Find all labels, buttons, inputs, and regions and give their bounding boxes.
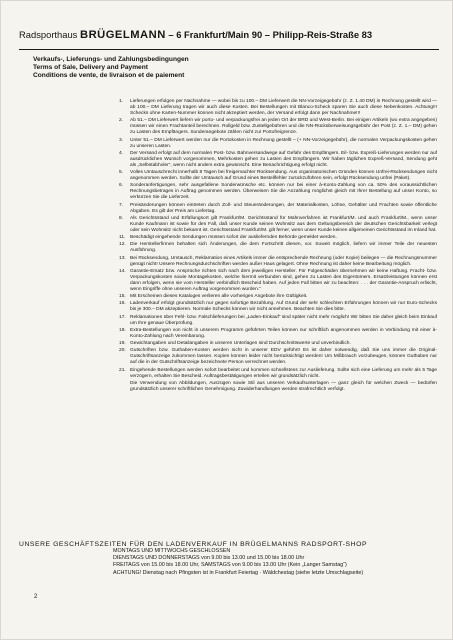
terms-item-number: 18. [119, 327, 126, 333]
terms-item-text: Sonderanfertigungen, sehr ausgefallene Sonderwünsche etc. können nur bei einer à-Konto-Zahlung von ca. 50% des voraussichtlichen Rechnungsbetrages in Auftrag genommen werden. Überweisen Sie die Anzahlung möglichst gleich mit Ihrer Bestellung auf unser Konto, so verkürzen Sie die Lieferzeit. [130, 183, 437, 201]
terms-item-number: 4. [119, 150, 124, 156]
terms-item-text: Gutschriften bzw. Guthaben-Konten werden nicht in unserer EDV geführt! Es ist daher notwendig, daß Sie uns immer die Original-Gutschriftsanzeige zukommen lassen. Kopien können leider nicht berücksichtigt werden! Um Mißbrauch vorzubeugen, können Guthaben nur auf die in der Gutschriftsanzeige bezeichnete Person verrechnet werden. [130, 348, 437, 366]
terms-item-text: Ladenverkauf erfolgt grundsätzlich nur gegen sofortige Bezahlung. Auf Grund der sehr schlechten Erfahrungen können wir nur Euro-Schecks bis je 300.– DM akzeptieren. Normale Schecks können wir nicht annehmen. Beachten Sie dies bitte. [130, 301, 437, 313]
terms-item [119, 151, 437, 169]
terms-item-number: 19. [119, 341, 126, 346]
terms-item [119, 216, 437, 234]
terms-item-number: 2. [119, 118, 124, 124]
terms-item [119, 341, 437, 347]
shop-hours-heading: UNSERE GESCHÄFTSZEITEN FÜR DEN LADENVERKAUF IN BRÜGELMANNS RADSPORT-SHOP [19, 541, 368, 548]
terms-item-text: Der Versand erfolgt auf dem normalen Post- bzw. Bahnversandwege auf Gefahr des Empfängers. Eil- bzw. Expreß-Lieferungen werden nur auf ausdrücklichen Wunsch vorgenommen, Mehrkosten gehen zu Lasten des Empfängers. Wir haben täglichen Expreß-Versand, Sendung geht als „Selbstabholer“, wenn nicht anders extra gewünscht. Eine Benachrichtigung erfolgt nicht. [130, 150, 437, 168]
header-prefix: Radsporthaus [19, 29, 80, 40]
terms-item [119, 315, 437, 327]
terms-item-text: Unter 51.– DM Lieferwert werden nur die Portokosten in Rechnung gestellt – (+ NN-Vorzeigegebühr), die normalen Verpackungskosten gehen zu unseren Lasten. [130, 137, 437, 149]
header-rule [19, 49, 439, 50]
page-header [19, 29, 439, 41]
terms-item [119, 381, 437, 393]
terms-item-number: 6. [119, 183, 124, 189]
shop-hours [19, 541, 439, 577]
terms-item-number: 13. [119, 255, 126, 261]
terms-item-text: Mit Erscheinen dieses Kataloges verlieren alle vorherigen Angebote ihre Gültigkeit. [130, 294, 308, 299]
terms-item-number: 11. [119, 235, 126, 240]
terms-item [119, 138, 437, 150]
brand-name: BRÜGELMANN [79, 29, 166, 41]
terms-list [119, 99, 437, 394]
terms-item [119, 301, 437, 313]
shop-hours-line: MONTAGS UND MITTWOCHS GESCHLOSSEN [113, 548, 231, 554]
terms-subtitle [33, 56, 189, 80]
shop-hours-line: ACHTUNG! Dienstag nach Pfingsten ist in Frankfurt Feiertag · Wäldchestag (siehe letzte Umschlagseite) [113, 569, 364, 576]
terms-item [119, 242, 437, 254]
terms-item-number: 14. [119, 268, 126, 274]
header-address: – 6 Frankfurt/Main 90 – Philipp-Reis-Straße 83 [165, 29, 373, 40]
terms-item-number: 8. [119, 215, 124, 221]
terms-item [119, 348, 437, 366]
terms-item-number: 7. [119, 202, 124, 208]
terms-item-text: Lieferungen erfolgen per Nachnahme — wobei bis zu 100.– DM Lieferwert die NN-Vorzeigegebühr (z. Z. 1.40 DM) in Rechnung gestellt wird — ab 100.– DM Lieferung tragen wir auch diese Kosten. Bei Bestellungen mit Blanco-Scheck sparen Sie auch diese Nebenkosten. Achtung!!! Schecks ohne Karten-Nummer können nicht akzeptiert werden, der Versand erfolgt dann per Nachnahme!!! [130, 99, 437, 116]
terms-item-number: 1. [119, 99, 124, 104]
terms-item-text: Bei Rücksendung, Umtausch, Reklamation eines Artikels immer die entsprechende Rechnung (oder Kopie) beilegen — die Rechnungsnummer genügt nicht! Unsere Rechnungsdurchschriften werden außer Haus gelagert. Ohne Rechnung ist daher keine Bearbeitung möglich. [130, 255, 437, 267]
terms-item-number: 20. [119, 348, 126, 354]
terms-item [119, 203, 437, 215]
terms-item [119, 118, 437, 136]
terms-item-number: 3. [119, 137, 124, 143]
page-number: 2 [34, 594, 38, 600]
terms-item [119, 269, 437, 293]
terms-item [119, 294, 437, 300]
terms-item-number: 5. [119, 170, 124, 175]
terms-item-number: 16. [119, 301, 126, 307]
terms-item-number: 17. [119, 314, 126, 320]
terms-item-text: Eingehende Bestellungen werden sofort bearbeitet und kommen schnellstens zur Auslieferung. Sollte sich eine Lieferung um mehr als 5 Tage verzögern, erhalten Sie Bescheid. Auftragsbestätigungen erteilen wir grundsätzlich nicht. [130, 367, 437, 379]
terms-item [119, 183, 437, 201]
terms-item [119, 256, 437, 268]
terms-item-number: 15. [119, 294, 126, 299]
terms-item-text: Die Verwendung von Abbildungen, Auszügen sowie Stil aus unseren Verkaufsunterlagen — ganz gleich für welchen Zweck — bedürfen grundsätzlich unserer schriftlichen Genehmigung. Zuwiderhandlungen werden strafrechtlich verfolgt. [130, 380, 437, 392]
terms-item-text: Garantie-Ersatz bzw. Ansprüche richten sich nach dem jeweiligen Hersteller. Für Folgeschäden übernehmen wir keine Haftung. Fracht- bzw. Verpackungskosten sowie Montagekosten, welche hiermit verbunden sind, gehen zu Lasten des Eigentümers. Ersatzleistungen können erst dann erfolgen, wenn sie vom Hersteller verbindlich Bescheid haben. Auf jeden Fall bitten wir zu beachten: . . . der Garantie-Anspruch erlischt, wenn Eingriffe ohne unseren Auftrag vorgenommen wurden.“ [130, 268, 437, 292]
terms-item-text: Preisänderungen können eintreten durch Zoll- und Steueränderungen, der Materialkosten, Löhne, Gehälter und Frachten sowie öffentliche Abgaben. Es gilt der Preis am Liefertag. [130, 202, 437, 214]
terms-item-text: Gewichtangaben und Detailangaben in unseren Unterlagen sind Durchschnittswerte und unverbindlich. [130, 341, 351, 346]
terms-item-text: Die Herstellerfirmen behalten sich Änderungen, die dem Fortschritt dienen, vor. Soweit möglich, liefern wir immer Teile der neuesten Ausführung. [130, 242, 437, 254]
subtitle-english: Terms of Sale, Delivery and Payment [33, 64, 148, 71]
terms-item-text: Volles Umtauschrecht innerhalb 8 Tagen bei freigemachter Rücksendung. Aus organisatorischen Gründen können Unfrei-Rücksendungen nicht angenommen werden. Sollte der Umtausch auf Grund eines Bestellfehler zurückzuführen sein, erfolgt Rücksendung unfrei (Paket). [130, 170, 437, 181]
terms-item-text: Reklamationen über Fehl- bzw. Falschlieferungen bei „Laden-Einkauf“ sind später nicht mehr möglich! Wir bitten Sie daher gleich beim Einkauf um Ihre genaue Überprüfung. [130, 314, 437, 326]
terms-item-text: Extra-Bestellungen von nicht in unserem Programm geführten Teilen können nur schriftlich angenommen werden in Verbindung mit einer à-Konto-Zahlung nach Vereinbarung. [130, 327, 437, 339]
terms-item-number: 21. [119, 367, 126, 373]
subtitle-french: Conditions de vente, de livraison et de paiement [33, 72, 185, 79]
terms-item [119, 99, 437, 117]
terms-item-number [119, 381, 130, 393]
terms-item-number: 12. [119, 242, 126, 248]
shop-hours-line: FREITAGS von 15.00 bis 18.00 Uhr, SAMSTAGS von 9.00 bis 13.00 Uhr (Kein „Langer Samstag“) [113, 562, 347, 569]
terms-item [119, 235, 437, 241]
terms-item [119, 368, 437, 380]
terms-item-text: Ab 51.– DM Lieferwert liefern wir porto- und verpackungsfrei an jeden Ort der BRD und West-Berlin. Bei einigen Artikeln (wo extra angegeben) müssen wir einen Frachtanteil berechnen. Rollgeld bzw. Zustellgebühren und die NN-Rücküberweisungsgebühr der Post (z. Z. 1.– DM) gehen zu Lasten des Empfängers. Sonderangebote zählen nicht zur Portofreigrenze. [130, 118, 437, 136]
terms-item [119, 328, 437, 340]
subtitle-german: Verkaufs-, Lieferungs- und Zahlungsbedingungen [33, 56, 189, 63]
terms-item [119, 170, 437, 182]
terms-item-text: Als Gerichtsstand und Erfüllungsort gilt Frankfurt/M. Gerichtsstand für Mahnverfahren ist Frankfurt/M. und auch Frankfurt/M., wenn unser Kunde Kaufmann ist sowie für den Fall, daß unser Kunde seinen Wohnsitz aus dem Geltungsbereich der deutschen Gerichtsbarkeit verlegt oder sein Wohnsitz nicht bekannt ist. Gerichtsstand Frankfurt/M. gilt ferner, wenn unser Kunde keinen allgemeinen Gerichtsstand im Inland hat. [130, 215, 437, 233]
terms-item-text: Beschädigt eingehende Sendungen müssen sofort der ausliefernden Behörde gemeldet werden. [130, 235, 337, 240]
shop-hours-line: DIENSTAGS UND DONNERSTAGS von 9.00 bis 13.00 und 15.00 bis 18.00 Uhr [113, 555, 305, 562]
